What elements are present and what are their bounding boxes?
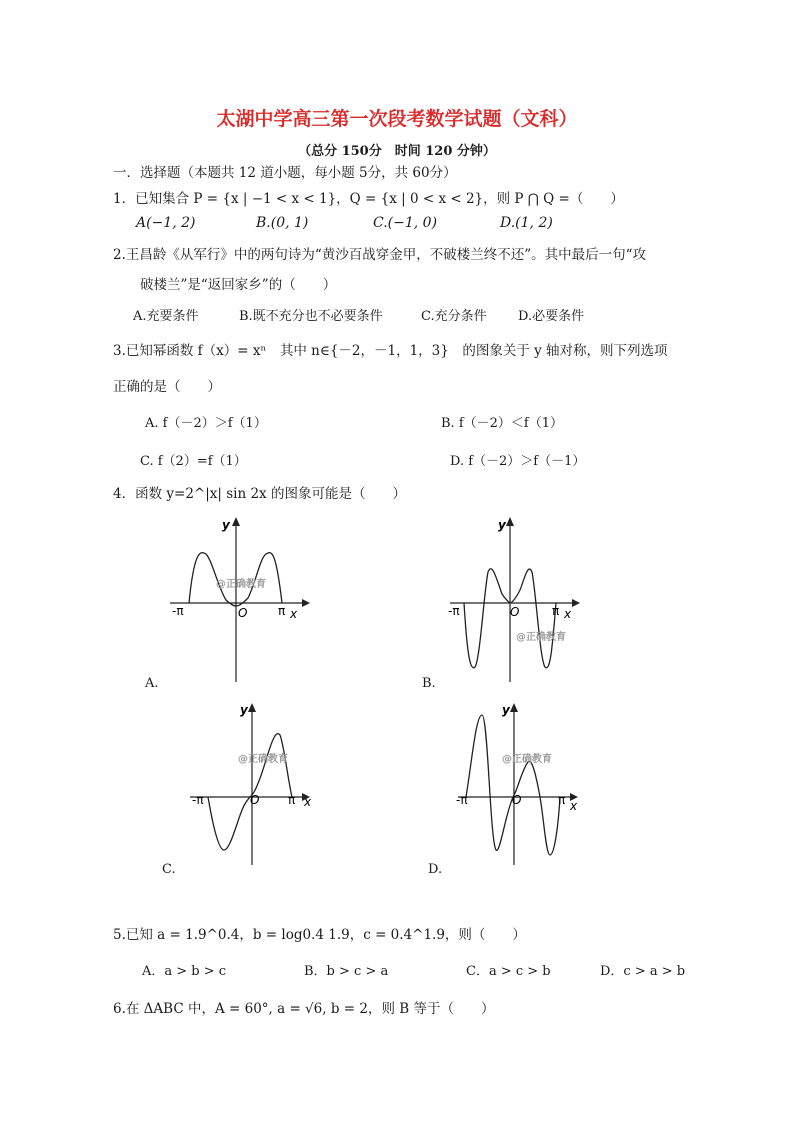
q2-line2: 破楼兰”是“返回家乡”的（ ） [140,277,337,293]
graph-a-x-label: x [290,607,298,621]
graph-d-origin: O [512,793,522,807]
graph-b-neg-pi: -π [448,604,460,618]
section-heading: 一．选择题（本题共 12 道小题，每小题 5分，共 60分） [113,165,457,181]
graph-d-label: D. [428,862,443,877]
q3-option-b: B. f（－2）＜f（1） [441,416,563,431]
graph-b-x-label: x [564,607,572,621]
graph-a-pos-pi: π [278,604,286,618]
graph-b-pos-pi: π [552,604,560,618]
graph-a-origin: O [238,606,248,620]
graph-c-pos-pi: π [288,793,296,807]
graph-c-label: C. [162,862,176,877]
graph-a-label: A. [145,676,159,691]
graph-c-x-label: x [304,795,312,809]
q2-option-b: B.既不充分也不必要条件 [239,309,383,324]
q1-option-d: D.(1, 2) [500,215,553,231]
q5-option-b: B．b > c > a [304,964,389,979]
graph-c [180,700,330,865]
graph-a-neg-pi: -π [172,604,184,618]
exam-title: 太湖中学高三第一次段考数学试题（文科） [216,108,578,130]
q2-option-a: A.充要条件 [133,309,199,324]
q3-line1: 3.已知幂函数 f（x）= xⁿ 其中 n∈{－2，－1，1，3} 的图象关于 y 轴对称，则下列选项 [113,343,668,359]
q3-option-d: D. f（－2）＞f（－1） [450,454,586,469]
q3-option-a: A. f（－2）＞f（1） [145,416,267,431]
graph-c-y-label: y [240,703,248,717]
graph-d-x-label: x [570,799,578,813]
graph-b-label: B. [422,676,436,691]
graph-d-y-label: y [502,703,510,717]
graph-b-origin: O [510,605,520,619]
q3-line2: 正确的是（ ） [113,379,221,395]
q5-stem: 5.已知 a = 1.9^0.4，b = log0.4 1.9，c = 0.4^1.9，则（ ） [113,927,526,943]
q2-line1: 2.王昌龄《从军行》中的两句诗为“黄沙百战穿金甲，不破楼兰终不还”。其中最后一句“攻 [113,247,647,263]
graph-c-neg-pi: -π [192,793,204,807]
graph-a [160,512,310,682]
q1-option-a: A(−1, 2) [136,215,196,231]
q3-option-c: C. f（2）=f（1） [140,454,247,469]
q2-option-d: D.必要条件 [518,309,585,324]
graph-d-watermark: @正确教育 [502,754,552,765]
graph-b-watermark: @正确教育 [516,632,566,643]
graph-d [448,700,588,865]
q1-option-c: C.(−1, 0) [373,215,438,231]
q5-option-c: C．a > c > b [466,964,551,979]
q4-stem: 4．函数 y=2^|x| sin 2x 的图象可能是（ ） [113,486,406,502]
graph-d-neg-pi: -π [456,793,468,807]
graph-b [440,512,590,682]
q5-option-d: D．c > a > b [600,964,686,979]
q1-option-b: B.(0, 1) [256,215,309,231]
graph-a-y-label: y [222,518,230,532]
graph-b-y-label: y [498,518,506,532]
exam-subtitle: （总分 150分 时间 120 分钟） [298,144,496,159]
q5-option-a: A．a > b > c [142,964,227,979]
graph-c-origin: O [250,793,260,807]
graph-d-pos-pi: π [558,793,566,807]
q6-stem: 6.在 ΔABC 中，A = 60°, a = √6, b = 2，则 B 等于（ ） [113,1001,495,1017]
graph-c-watermark: @正确教育 [238,754,288,765]
graph-a-watermark: @正确教育 [216,579,266,590]
q1-stem: 1．已知集合 P = {x | −1 < x < 1}，Q = {x | 0 < x < 2}，则 P ⋂ Q =（ ） [113,191,624,207]
q2-option-c: C.充分条件 [421,309,487,324]
